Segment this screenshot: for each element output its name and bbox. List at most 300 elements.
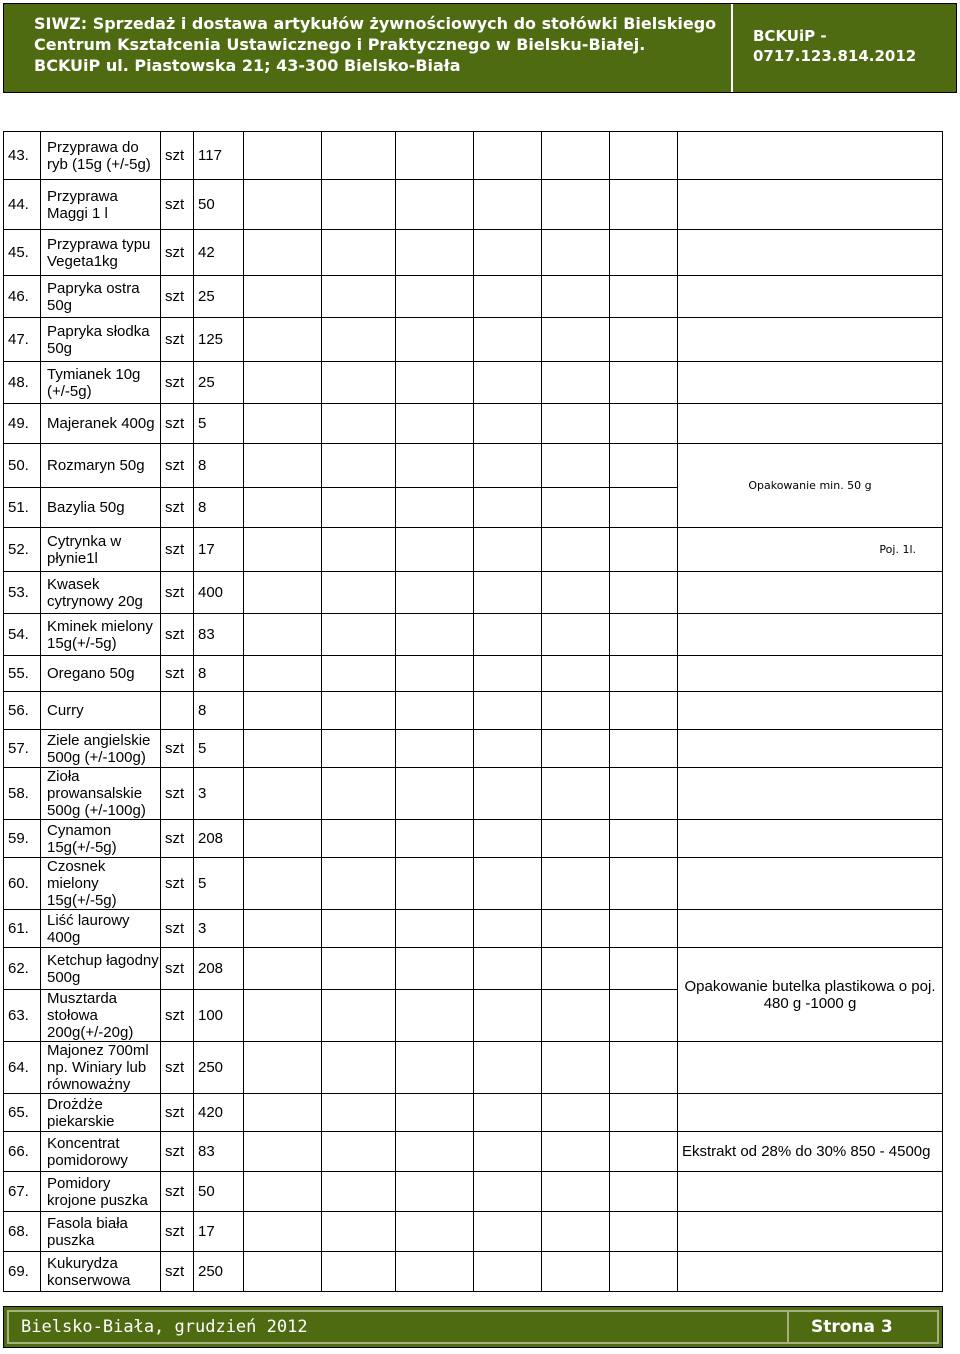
- item-name: Ziele angielskie 500g (+/-100g): [41, 730, 161, 768]
- item-note: [678, 362, 943, 404]
- item-quantity: 117: [194, 132, 244, 180]
- item-name: Musztarda stołowa 200g(+/-20g): [41, 990, 161, 1042]
- empty-cell: [542, 990, 610, 1042]
- empty-cell: [244, 404, 322, 444]
- empty-cell: [542, 404, 610, 444]
- empty-cell: [396, 614, 474, 656]
- item-unit: szt: [161, 910, 194, 948]
- row-number: 51.: [4, 488, 41, 528]
- empty-cell: [244, 730, 322, 768]
- table-row: [4, 1212, 943, 1252]
- item-unit: szt: [161, 404, 194, 444]
- item-unit: szt: [161, 858, 194, 910]
- empty-cell: [322, 362, 396, 404]
- reference-line-2: 0717.123.814.2012: [753, 47, 917, 65]
- item-quantity: 83: [194, 614, 244, 656]
- item-name: Bazylia 50g: [41, 488, 161, 528]
- empty-cell: [244, 768, 322, 820]
- item-note: [678, 318, 943, 362]
- item-name: Tymianek 10g (+/-5g): [41, 362, 161, 404]
- empty-cell: [610, 528, 678, 572]
- table-row: [4, 730, 943, 768]
- item-name: Fasola biała puszka: [41, 1212, 161, 1252]
- empty-cell: [396, 1212, 474, 1252]
- empty-cell: [322, 528, 396, 572]
- empty-cell: [322, 614, 396, 656]
- item-note: [678, 1172, 943, 1212]
- table-row: [4, 1252, 943, 1292]
- empty-cell: [542, 528, 610, 572]
- empty-cell: [474, 180, 542, 230]
- item-quantity: 250: [194, 1252, 244, 1292]
- item-name: Pomidory krojone puszka: [41, 1172, 161, 1212]
- empty-cell: [542, 948, 610, 990]
- row-number: 63.: [4, 990, 41, 1042]
- empty-cell: [474, 1042, 542, 1094]
- item-note: [678, 910, 943, 948]
- row-number: 44.: [4, 180, 41, 230]
- item-note: [678, 1094, 943, 1132]
- empty-cell: [610, 768, 678, 820]
- table-row: [4, 910, 943, 948]
- empty-cell: [396, 910, 474, 948]
- empty-cell: [542, 230, 610, 276]
- empty-cell: [396, 488, 474, 528]
- empty-cell: [396, 692, 474, 730]
- empty-cell: [396, 230, 474, 276]
- item-quantity: 125: [194, 318, 244, 362]
- title-line-3: BCKUiP ul. Piastowska 21; 43-300 Bielsko-Biała: [34, 56, 461, 75]
- item-note: [678, 820, 943, 858]
- empty-cell: [542, 614, 610, 656]
- empty-cell: [244, 820, 322, 858]
- empty-cell: [610, 1252, 678, 1292]
- empty-cell: [474, 1132, 542, 1172]
- empty-cell: [542, 1094, 610, 1132]
- item-quantity: 3: [194, 768, 244, 820]
- empty-cell: [610, 820, 678, 858]
- empty-cell: [244, 362, 322, 404]
- empty-cell: [396, 1094, 474, 1132]
- table-row: [4, 656, 943, 692]
- item-name: Zioła prowansalskie 500g (+/-100g): [41, 768, 161, 820]
- item-quantity: 100: [194, 990, 244, 1042]
- empty-cell: [542, 858, 610, 910]
- empty-cell: [474, 990, 542, 1042]
- item-unit: szt: [161, 730, 194, 768]
- empty-cell: [244, 1172, 322, 1212]
- empty-cell: [610, 990, 678, 1042]
- empty-cell: [474, 488, 542, 528]
- row-number: 66.: [4, 1132, 41, 1172]
- table-row: [4, 1172, 943, 1212]
- empty-cell: [244, 1042, 322, 1094]
- item-name: Papryka słodka 50g: [41, 318, 161, 362]
- item-unit: szt: [161, 1172, 194, 1212]
- item-unit: szt: [161, 276, 194, 318]
- empty-cell: [610, 692, 678, 730]
- table-row: [4, 1094, 943, 1132]
- title-line-2: Centrum Kształcenia Ustawicznego i Praktycznego w Bielsku-Białej.: [34, 35, 646, 54]
- footer-place-date: Bielsko-Biała, grudzień 2012: [7, 1310, 789, 1344]
- empty-cell: [244, 1132, 322, 1172]
- empty-cell: [610, 1132, 678, 1172]
- item-quantity: 17: [194, 528, 244, 572]
- empty-cell: [244, 572, 322, 614]
- empty-cell: [474, 132, 542, 180]
- item-note: [678, 276, 943, 318]
- table-row: [4, 820, 943, 858]
- item-unit: szt: [161, 768, 194, 820]
- row-number: 56.: [4, 692, 41, 730]
- item-note: [678, 132, 943, 180]
- empty-cell: [244, 910, 322, 948]
- empty-cell: [244, 444, 322, 488]
- item-note: [678, 230, 943, 276]
- row-number: 65.: [4, 1094, 41, 1132]
- empty-cell: [396, 1172, 474, 1212]
- table-row: [4, 948, 943, 990]
- empty-cell: [396, 362, 474, 404]
- empty-cell: [474, 730, 542, 768]
- item-name: Cytrynka w płynie1l: [41, 528, 161, 572]
- item-name: Majeranek 400g: [41, 404, 161, 444]
- footer-page-number: Strona 3: [789, 1310, 939, 1344]
- empty-cell: [322, 318, 396, 362]
- item-unit: szt: [161, 990, 194, 1042]
- item-note: [678, 1212, 943, 1252]
- empty-cell: [396, 858, 474, 910]
- empty-cell: [610, 444, 678, 488]
- item-note: Poj. 1l.: [678, 528, 943, 572]
- empty-cell: [396, 1042, 474, 1094]
- item-name: Ketchup łagodny 500g: [41, 948, 161, 990]
- empty-cell: [322, 1252, 396, 1292]
- item-quantity: 420: [194, 1094, 244, 1132]
- empty-cell: [542, 692, 610, 730]
- row-number: 53.: [4, 572, 41, 614]
- empty-cell: [322, 656, 396, 692]
- empty-cell: [396, 768, 474, 820]
- row-number: 59.: [4, 820, 41, 858]
- empty-cell: [474, 1212, 542, 1252]
- item-note: [678, 768, 943, 820]
- empty-cell: [322, 692, 396, 730]
- empty-cell: [396, 1132, 474, 1172]
- item-unit: szt: [161, 656, 194, 692]
- item-quantity: 8: [194, 488, 244, 528]
- table-row: [4, 614, 943, 656]
- empty-cell: [244, 488, 322, 528]
- empty-cell: [610, 276, 678, 318]
- empty-cell: [542, 910, 610, 948]
- empty-cell: [396, 404, 474, 444]
- page-footer: [3, 1306, 943, 1348]
- empty-cell: [610, 362, 678, 404]
- empty-cell: [396, 990, 474, 1042]
- empty-cell: [542, 656, 610, 692]
- empty-cell: [244, 318, 322, 362]
- item-name: Kukurydza konserwowa: [41, 1252, 161, 1292]
- row-number: 60.: [4, 858, 41, 910]
- empty-cell: [322, 1212, 396, 1252]
- item-name: Cynamon 15g(+/-5g): [41, 820, 161, 858]
- item-quantity: 8: [194, 656, 244, 692]
- empty-cell: [244, 1212, 322, 1252]
- row-number: 68.: [4, 1212, 41, 1252]
- empty-cell: [322, 276, 396, 318]
- item-name: Liść laurowy 400g: [41, 910, 161, 948]
- item-unit: szt: [161, 1132, 194, 1172]
- empty-cell: [542, 488, 610, 528]
- empty-cell: [610, 404, 678, 444]
- empty-cell: [244, 990, 322, 1042]
- empty-cell: [610, 318, 678, 362]
- row-number: 62.: [4, 948, 41, 990]
- table-row: [4, 1042, 943, 1094]
- empty-cell: [396, 444, 474, 488]
- item-note: [678, 730, 943, 768]
- table-row: [4, 404, 943, 444]
- table-row: [4, 858, 943, 910]
- item-unit: szt: [161, 614, 194, 656]
- item-name: Kminek mielony 15g(+/-5g): [41, 614, 161, 656]
- row-number: 47.: [4, 318, 41, 362]
- item-note: [678, 572, 943, 614]
- empty-cell: [322, 768, 396, 820]
- item-unit: szt: [161, 1252, 194, 1292]
- empty-cell: [542, 1252, 610, 1292]
- empty-cell: [244, 276, 322, 318]
- empty-cell: [474, 362, 542, 404]
- row-number: 50.: [4, 444, 41, 488]
- document-reference: [731, 4, 956, 92]
- item-quantity: 83: [194, 1132, 244, 1172]
- empty-cell: [610, 132, 678, 180]
- table-row: [4, 318, 943, 362]
- empty-cell: [396, 528, 474, 572]
- row-number: 49.: [4, 404, 41, 444]
- empty-cell: [474, 318, 542, 362]
- item-name: Majonez 700ml np. Winiary lub równoważny: [41, 1042, 161, 1094]
- item-quantity: 50: [194, 1172, 244, 1212]
- empty-cell: [396, 572, 474, 614]
- empty-cell: [396, 948, 474, 990]
- item-note: [678, 1042, 943, 1094]
- row-number: 45.: [4, 230, 41, 276]
- item-note: [678, 858, 943, 910]
- row-number: 67.: [4, 1172, 41, 1212]
- empty-cell: [474, 858, 542, 910]
- item-quantity: 8: [194, 444, 244, 488]
- empty-cell: [322, 820, 396, 858]
- empty-cell: [322, 948, 396, 990]
- empty-cell: [474, 656, 542, 692]
- empty-cell: [610, 230, 678, 276]
- table-row: [4, 768, 943, 820]
- empty-cell: [542, 180, 610, 230]
- table-row: [4, 276, 943, 318]
- empty-cell: [396, 730, 474, 768]
- row-number: 64.: [4, 1042, 41, 1094]
- empty-cell: [474, 1172, 542, 1212]
- item-quantity: 8: [194, 692, 244, 730]
- row-number: 52.: [4, 528, 41, 572]
- row-number: 57.: [4, 730, 41, 768]
- empty-cell: [542, 318, 610, 362]
- empty-cell: [610, 948, 678, 990]
- item-unit: szt: [161, 948, 194, 990]
- row-number: 54.: [4, 614, 41, 656]
- row-number: 69.: [4, 1252, 41, 1292]
- item-note: [678, 404, 943, 444]
- item-quantity: 50: [194, 180, 244, 230]
- item-name: Drożdże piekarskie: [41, 1094, 161, 1132]
- title-line-1: SIWZ: Sprzedaż i dostawa artykułów żywnościowych do stołówki Bielskiego: [34, 14, 717, 33]
- document-title: [4, 4, 731, 92]
- item-unit: szt: [161, 572, 194, 614]
- empty-cell: [396, 276, 474, 318]
- row-number: 48.: [4, 362, 41, 404]
- empty-cell: [244, 656, 322, 692]
- empty-cell: [474, 692, 542, 730]
- item-quantity: 25: [194, 276, 244, 318]
- item-unit: szt: [161, 528, 194, 572]
- empty-cell: [474, 614, 542, 656]
- row-number: 58.: [4, 768, 41, 820]
- empty-cell: [542, 444, 610, 488]
- empty-cell: [244, 132, 322, 180]
- item-name: Przyprawa typu Vegeta1kg: [41, 230, 161, 276]
- item-note: Opakowanie butelka plastikowa o poj. 480 g -1000 g: [678, 948, 943, 1042]
- item-unit: szt: [161, 230, 194, 276]
- item-unit: [161, 692, 194, 730]
- empty-cell: [610, 1042, 678, 1094]
- page-header: [3, 3, 957, 93]
- empty-cell: [396, 132, 474, 180]
- item-quantity: 250: [194, 1042, 244, 1094]
- item-name: Papryka ostra 50g: [41, 276, 161, 318]
- empty-cell: [542, 1212, 610, 1252]
- empty-cell: [610, 180, 678, 230]
- empty-cell: [244, 858, 322, 910]
- item-quantity: 42: [194, 230, 244, 276]
- empty-cell: [610, 910, 678, 948]
- table-row: [4, 362, 943, 404]
- row-number: 43.: [4, 132, 41, 180]
- item-note: [678, 692, 943, 730]
- empty-cell: [244, 180, 322, 230]
- table-row: [4, 528, 943, 572]
- empty-cell: [244, 528, 322, 572]
- item-quantity: 25: [194, 362, 244, 404]
- item-name: Kwasek cytrynowy 20g: [41, 572, 161, 614]
- empty-cell: [396, 180, 474, 230]
- empty-cell: [610, 1212, 678, 1252]
- item-note: Opakowanie min. 50 g: [678, 444, 943, 528]
- empty-cell: [244, 948, 322, 990]
- empty-cell: [542, 1132, 610, 1172]
- reference-line-1: BCKUiP -: [753, 27, 827, 45]
- empty-cell: [542, 1172, 610, 1212]
- empty-cell: [610, 614, 678, 656]
- item-unit: szt: [161, 132, 194, 180]
- item-unit: szt: [161, 180, 194, 230]
- empty-cell: [322, 444, 396, 488]
- empty-cell: [322, 404, 396, 444]
- empty-cell: [322, 1042, 396, 1094]
- item-note: [678, 656, 943, 692]
- item-unit: szt: [161, 1042, 194, 1094]
- empty-cell: [610, 1172, 678, 1212]
- item-note: [678, 180, 943, 230]
- item-note: Ekstrakt od 28% do 30% 850 - 4500g: [678, 1132, 943, 1172]
- item-unit: szt: [161, 444, 194, 488]
- empty-cell: [322, 858, 396, 910]
- item-quantity: 5: [194, 404, 244, 444]
- empty-cell: [474, 820, 542, 858]
- item-note: [678, 614, 943, 656]
- item-quantity: 208: [194, 948, 244, 990]
- item-unit: szt: [161, 820, 194, 858]
- item-unit: szt: [161, 318, 194, 362]
- table-row: [4, 572, 943, 614]
- empty-cell: [542, 572, 610, 614]
- item-unit: szt: [161, 1212, 194, 1252]
- item-name: Curry: [41, 692, 161, 730]
- empty-cell: [396, 656, 474, 692]
- empty-cell: [244, 1094, 322, 1132]
- item-quantity: 5: [194, 730, 244, 768]
- empty-cell: [322, 572, 396, 614]
- items-table: [3, 131, 943, 1292]
- empty-cell: [396, 820, 474, 858]
- empty-cell: [474, 910, 542, 948]
- empty-cell: [610, 572, 678, 614]
- item-quantity: 5: [194, 858, 244, 910]
- empty-cell: [474, 1094, 542, 1132]
- empty-cell: [474, 572, 542, 614]
- table-row: [4, 132, 943, 180]
- empty-cell: [610, 656, 678, 692]
- empty-cell: [322, 1172, 396, 1212]
- empty-cell: [474, 1252, 542, 1292]
- empty-cell: [610, 1094, 678, 1132]
- item-name: Rozmaryn 50g: [41, 444, 161, 488]
- empty-cell: [322, 488, 396, 528]
- table-row: [4, 230, 943, 276]
- item-quantity: 3: [194, 910, 244, 948]
- empty-cell: [542, 132, 610, 180]
- empty-cell: [474, 768, 542, 820]
- empty-cell: [474, 948, 542, 990]
- item-name: Koncentrat pomidorowy: [41, 1132, 161, 1172]
- empty-cell: [322, 1132, 396, 1172]
- empty-cell: [542, 820, 610, 858]
- table-row: [4, 180, 943, 230]
- item-quantity: 17: [194, 1212, 244, 1252]
- empty-cell: [610, 488, 678, 528]
- item-quantity: 400: [194, 572, 244, 614]
- empty-cell: [474, 276, 542, 318]
- item-name: Oregano 50g: [41, 656, 161, 692]
- item-name: Przyprawa Maggi 1 l: [41, 180, 161, 230]
- row-number: 61.: [4, 910, 41, 948]
- empty-cell: [396, 1252, 474, 1292]
- empty-cell: [474, 404, 542, 444]
- empty-cell: [244, 692, 322, 730]
- item-unit: szt: [161, 488, 194, 528]
